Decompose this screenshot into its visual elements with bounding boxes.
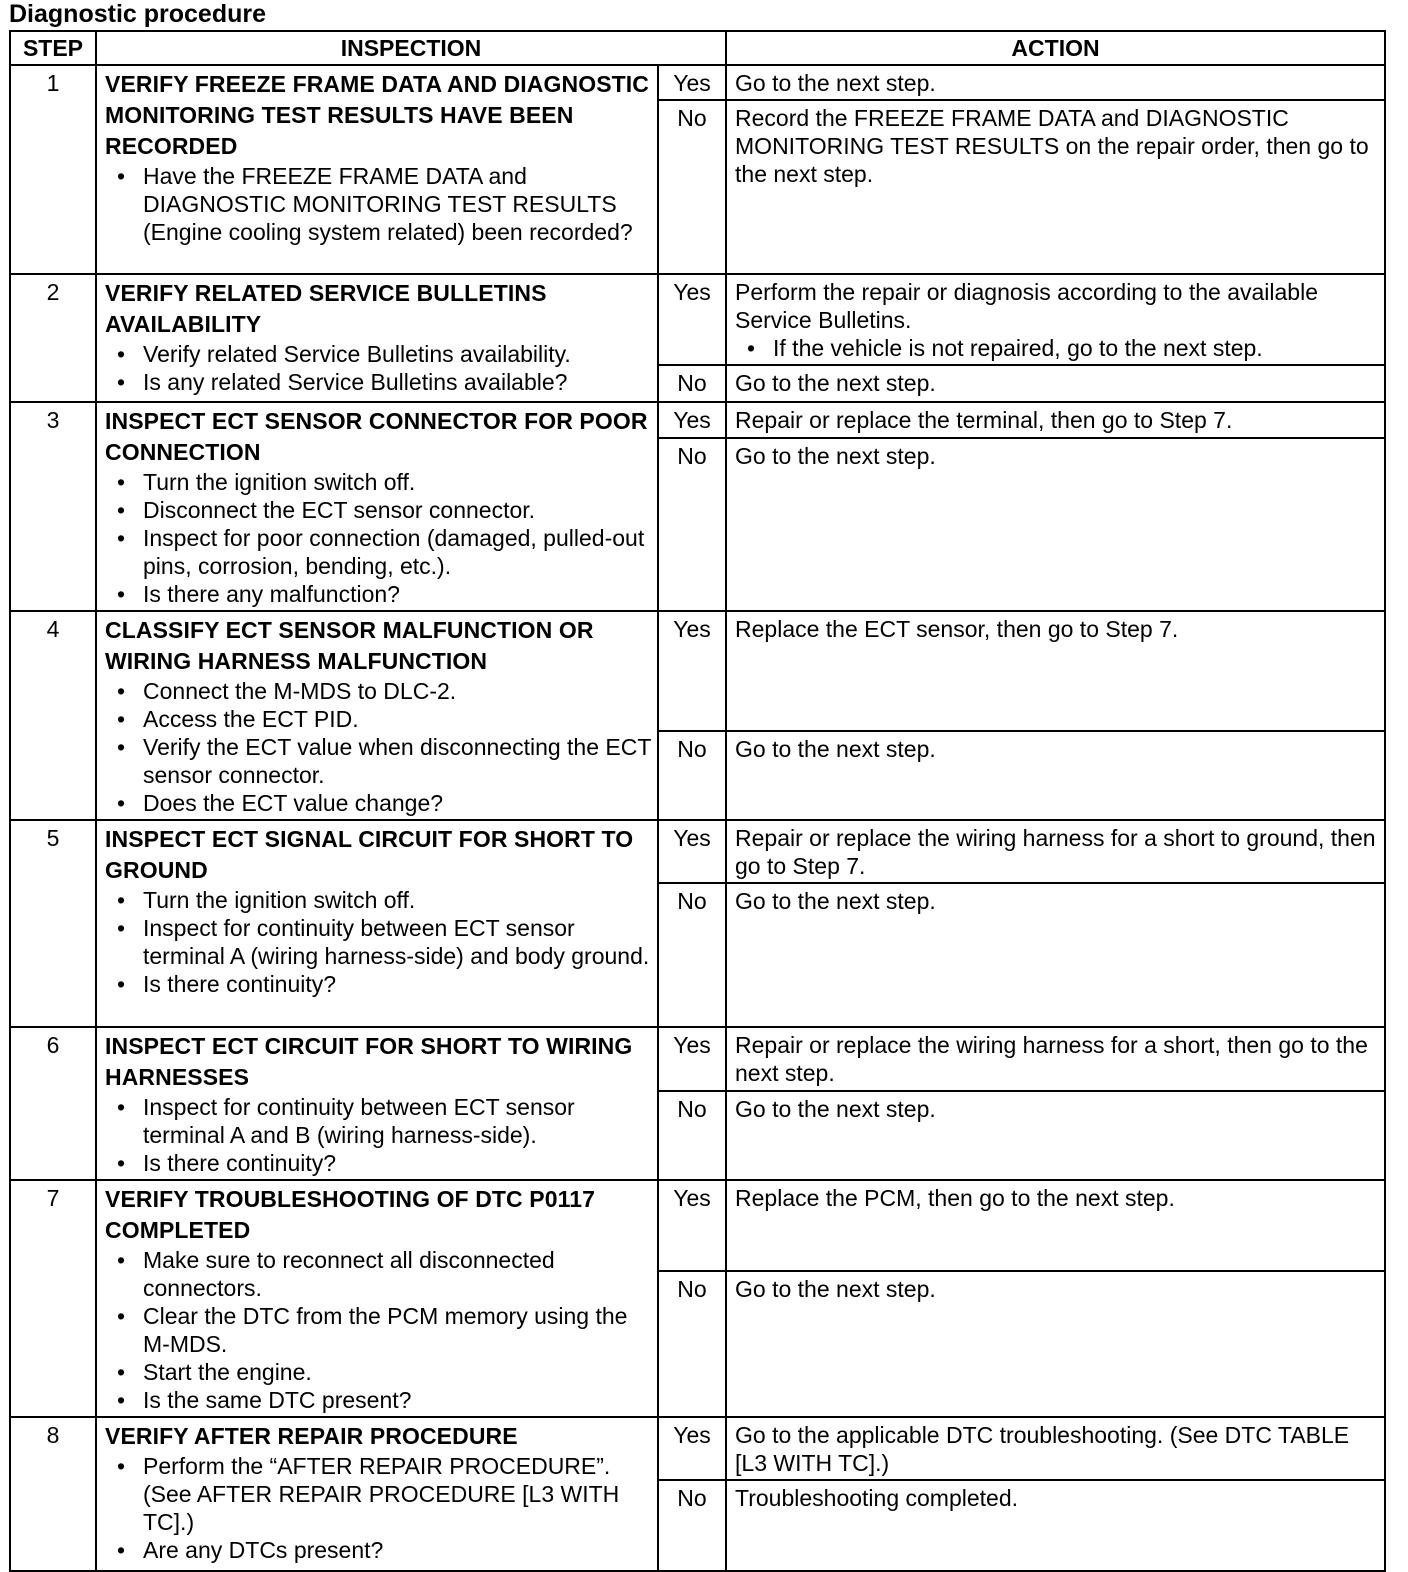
action-bullet: • If the vehicle is not repaired, go to the next step. xyxy=(773,334,1378,362)
yes-action-text: Repair or replace the terminal, then go to Step 7. xyxy=(735,407,1233,433)
step-number: 8 xyxy=(10,1417,96,1571)
yes-label: Yes xyxy=(658,402,726,438)
inspection-heading: INSPECT ECT SENSOR CONNECTOR FOR POOR CONNECTION xyxy=(105,408,648,465)
inspection-bullets xyxy=(105,677,651,817)
step-row xyxy=(10,1417,1385,1480)
procedure-steps xyxy=(10,65,1385,1571)
inspection-heading: VERIFY AFTER REPAIR PROCEDURE xyxy=(105,1423,518,1449)
inspection-bullet: • Connect the M-MDS to DLC-2. xyxy=(143,677,651,705)
no-action-text: Go to the next step. xyxy=(735,735,936,762)
inspection-bullets xyxy=(105,1452,651,1564)
yes-label: Yes xyxy=(658,611,726,731)
step-number: 5 xyxy=(10,820,96,1027)
inspection-column-header: INSPECTION xyxy=(96,31,726,65)
no-action-cell xyxy=(726,883,1385,1027)
step-row xyxy=(10,402,1385,438)
no-action-text: Troubleshooting completed. xyxy=(735,1485,1019,1511)
inspection-heading: VERIFY TROUBLESHOOTING OF DTC P0117 COMPLETED xyxy=(105,1186,595,1243)
no-label: No xyxy=(658,1480,726,1571)
inspection-bullet: • Is any related Service Bulletins available? xyxy=(143,368,651,396)
yes-action-cell xyxy=(726,1027,1385,1091)
no-action-text: Go to the next step. xyxy=(735,442,936,469)
yes-label: Yes xyxy=(658,820,726,883)
inspection-bullet: • Is there continuity? xyxy=(143,970,651,998)
no-action-text: Go to the next step. xyxy=(735,888,936,914)
inspection-bullet: • Have the FREEZE FRAME DATA and DIAGNOSTIC MONITORING TEST RESULTS (Engine cooling system related) been recorded? xyxy=(143,162,651,246)
inspection-bullet: • Turn the ignition switch off. xyxy=(143,468,651,496)
yes-action-cell xyxy=(726,1180,1385,1271)
inspection-bullet: • Inspect for poor connection (damaged, pulled-out pins, corrosion, bending, etc.). xyxy=(143,524,651,580)
inspection-cell xyxy=(96,611,658,820)
step-row xyxy=(10,1180,1385,1271)
yes-action-text: Go to the next step. xyxy=(735,70,936,96)
yes-label: Yes xyxy=(658,65,726,100)
no-label: No xyxy=(658,438,726,612)
no-action-text: Go to the next step. xyxy=(735,370,936,396)
inspection-bullets xyxy=(105,468,651,608)
inspection-bullet: • Is there continuity? xyxy=(143,1149,651,1177)
inspection-bullet: • Inspect for continuity between ECT sensor terminal A and B (wiring harness-side). xyxy=(143,1093,651,1149)
no-label: No xyxy=(658,731,726,820)
inspection-bullet: • Are any DTCs present? xyxy=(143,1536,651,1564)
step-row xyxy=(10,65,1385,100)
no-label: No xyxy=(658,1271,726,1417)
no-action-cell xyxy=(726,438,1385,612)
yes-label: Yes xyxy=(658,1417,726,1480)
inspection-cell xyxy=(96,402,658,611)
yes-action-text: Repair or replace the wiring harness for a short, then go to the next step. xyxy=(735,1032,1368,1086)
no-action-cell xyxy=(726,100,1385,274)
yes-action-cell xyxy=(726,274,1385,365)
inspection-cell xyxy=(96,65,658,274)
no-action-text: Record the FREEZE FRAME DATA and DIAGNOSTIC MONITORING TEST RESULTS on the repair order, then go to the next step. xyxy=(735,105,1369,187)
inspection-bullets xyxy=(105,162,651,246)
inspection-bullet: • Turn the ignition switch off. xyxy=(143,886,651,914)
no-action-cell xyxy=(726,1091,1385,1180)
inspection-cell xyxy=(96,1027,658,1180)
step-number: 3 xyxy=(10,402,96,611)
inspection-bullets xyxy=(105,340,651,396)
inspection-bullet: • Inspect for continuity between ECT sensor terminal A (wiring harness-side) and body ground. xyxy=(143,914,651,970)
inspection-bullet: • Is the same DTC present? xyxy=(143,1386,651,1414)
inspection-cell xyxy=(96,274,658,402)
no-action-text: Go to the next step. xyxy=(735,1095,936,1122)
yes-action-cell xyxy=(726,65,1385,100)
inspection-bullet: • Perform the “AFTER REPAIR PROCEDURE”. (See AFTER REPAIR PROCEDURE [L3 WITH TC].) xyxy=(143,1452,651,1536)
header-row xyxy=(10,31,1385,65)
step-row xyxy=(10,274,1385,365)
no-label: No xyxy=(658,365,726,402)
step-number: 7 xyxy=(10,1180,96,1417)
step-row xyxy=(10,611,1385,731)
inspection-heading: INSPECT ECT SIGNAL CIRCUIT FOR SHORT TO GROUND xyxy=(105,826,634,883)
step-number: 6 xyxy=(10,1027,96,1180)
inspection-bullets xyxy=(105,1246,651,1414)
no-action-cell xyxy=(726,1480,1385,1571)
no-action-cell xyxy=(726,1271,1385,1417)
no-label: No xyxy=(658,100,726,274)
yes-label: Yes xyxy=(658,274,726,365)
yes-action-text: Go to the applicable DTC troubleshooting. (See DTC TABLE [L3 WITH TC].) xyxy=(735,1422,1350,1476)
step-number: 2 xyxy=(10,274,96,402)
step-row xyxy=(10,1027,1385,1091)
inspection-heading: VERIFY FREEZE FRAME DATA AND DIAGNOSTIC MONITORING TEST RESULTS HAVE BEEN RECORDED xyxy=(105,71,649,159)
diagnostic-table xyxy=(9,30,1386,1572)
yes-action-cell xyxy=(726,1417,1385,1480)
inspection-bullet: • Does the ECT value change? xyxy=(143,789,651,817)
yes-label: Yes xyxy=(658,1027,726,1091)
inspection-bullet: • Disconnect the ECT sensor connector. xyxy=(143,496,651,524)
no-action-text: Go to the next step. xyxy=(735,1275,936,1302)
yes-action-cell xyxy=(726,402,1385,438)
no-label: No xyxy=(658,883,726,1027)
yes-action-text: Replace the ECT sensor, then go to Step 7. xyxy=(735,616,1179,642)
inspection-bullets xyxy=(105,886,651,998)
yes-action-cell xyxy=(726,820,1385,883)
inspection-bullet: • Is there any malfunction? xyxy=(143,580,651,608)
yes-label: Yes xyxy=(658,1180,726,1271)
inspection-cell xyxy=(96,1417,658,1571)
yes-action-text: Repair or replace the wiring harness for a short to ground, then go to Step 7. xyxy=(735,825,1376,879)
no-action-cell xyxy=(726,731,1385,820)
inspection-bullet: • Verify related Service Bulletins availability. xyxy=(143,340,651,368)
step-row xyxy=(10,820,1385,883)
inspection-bullets xyxy=(105,1093,651,1177)
action-column-header: ACTION xyxy=(726,31,1385,65)
inspection-bullet: • Access the ECT PID. xyxy=(143,705,651,733)
inspection-heading: CLASSIFY ECT SENSOR MALFUNCTION OR WIRING HARNESS MALFUNCTION xyxy=(105,617,594,674)
step-column-header: STEP xyxy=(10,31,96,65)
step-number: 1 xyxy=(10,65,96,274)
inspection-cell xyxy=(96,1180,658,1417)
yes-action-text: Replace the PCM, then go to the next step. xyxy=(735,1185,1175,1211)
inspection-cell xyxy=(96,820,658,1027)
inspection-bullet: • Clear the DTC from the PCM memory using the M-MDS. xyxy=(143,1302,651,1358)
no-label: No xyxy=(658,1091,726,1180)
inspection-heading: INSPECT ECT CIRCUIT FOR SHORT TO WIRING HARNESSES xyxy=(105,1033,633,1090)
inspection-bullet: • Start the engine. xyxy=(143,1358,651,1386)
inspection-bullet: • Make sure to reconnect all disconnected connectors. xyxy=(143,1246,651,1302)
yes-action-cell xyxy=(726,611,1385,731)
step-number: 4 xyxy=(10,611,96,820)
no-action-cell xyxy=(726,365,1385,402)
inspection-bullet: • Verify the ECT value when disconnecting the ECT sensor connector. xyxy=(143,733,651,789)
page-title: Diagnostic procedure xyxy=(9,0,266,28)
inspection-heading: VERIFY RELATED SERVICE BULLETINS AVAILABILITY xyxy=(105,280,547,337)
yes-action-text: Perform the repair or diagnosis according to the available Service Bulletins. xyxy=(735,279,1319,333)
